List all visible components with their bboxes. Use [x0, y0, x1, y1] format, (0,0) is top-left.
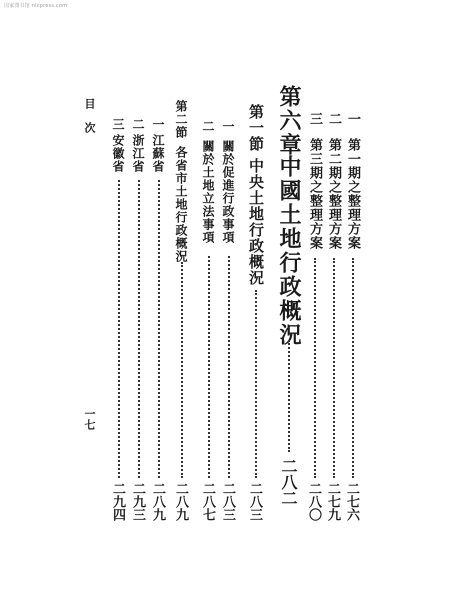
- entry-3-page: 二八〇: [306, 482, 321, 521]
- section-1-item-2-title: 關於土地立法事項: [201, 140, 215, 244]
- entry-1-page: 二七六: [344, 482, 359, 521]
- section-1-title: 中央土地行政概況: [247, 158, 265, 286]
- section-1-item-1-title: 關於促進行政事項: [221, 140, 235, 244]
- entry-2-leader: [333, 258, 335, 478]
- watermark: 国家图书馆 nlcpress.com: [4, 3, 68, 9]
- section-2-item-3-number: 三: [111, 118, 125, 131]
- section-2-item-2-page: 二九三: [130, 482, 145, 521]
- section-2-item-2-leader: [138, 180, 140, 478]
- entry-2-title: 第二期之整理方案: [326, 138, 341, 250]
- section-1-item-1-number: 一: [221, 120, 235, 133]
- section-1-item-2-page: 二八七: [200, 482, 215, 521]
- entry-3-number: 三: [307, 112, 322, 126]
- section-2-item-3-title: 安徽省: [111, 134, 125, 173]
- entry-3-title: 第三期之整理方案: [307, 138, 322, 250]
- entry-2-page: 二七九: [325, 482, 340, 521]
- section-2-item-1-leader: [158, 180, 160, 478]
- chapter-title: 中國土地行政概況: [276, 155, 302, 347]
- entry-2-number: 二: [326, 112, 341, 126]
- section-1-item-2-leader: [208, 256, 210, 478]
- section-2-leader: [181, 262, 183, 478]
- page-folio: 一七: [83, 408, 96, 430]
- entry-3-leader: [314, 258, 316, 478]
- section-2-item-1-number: 一: [151, 118, 165, 131]
- running-head: 目 次: [83, 98, 96, 133]
- section-1-item-2-number: 二: [201, 120, 215, 133]
- section-2-item-1-title: 江蘇省: [151, 134, 165, 173]
- section-2-title: 各省市土地行政概況: [174, 146, 188, 263]
- section-1-leader: [255, 290, 257, 478]
- entry-1-number: 一: [345, 112, 360, 126]
- section-2-page: 二八九: [173, 482, 188, 521]
- section-1-item-1-page: 二八三: [220, 482, 235, 521]
- section-2-item-3-leader: [118, 180, 120, 478]
- section-2-item-1-page: 二八九: [150, 482, 165, 521]
- section-1-label: 第一節: [247, 104, 265, 152]
- chapter-page: 二八二: [279, 458, 298, 506]
- section-2-item-2-title: 浙江省: [131, 134, 145, 173]
- entry-1-leader: [352, 258, 354, 478]
- section-1-item-1-leader: [228, 256, 230, 478]
- section-1-page: 二八三: [247, 482, 262, 521]
- chapter-leader: [288, 340, 290, 452]
- chapter-label: 第六章: [276, 85, 302, 157]
- section-2-item-3-page: 二九四: [110, 482, 125, 521]
- section-2-label: 第二節: [174, 100, 188, 139]
- entry-1-title: 第一期之整理方案: [345, 138, 360, 250]
- section-2-item-2-number: 二: [131, 118, 145, 131]
